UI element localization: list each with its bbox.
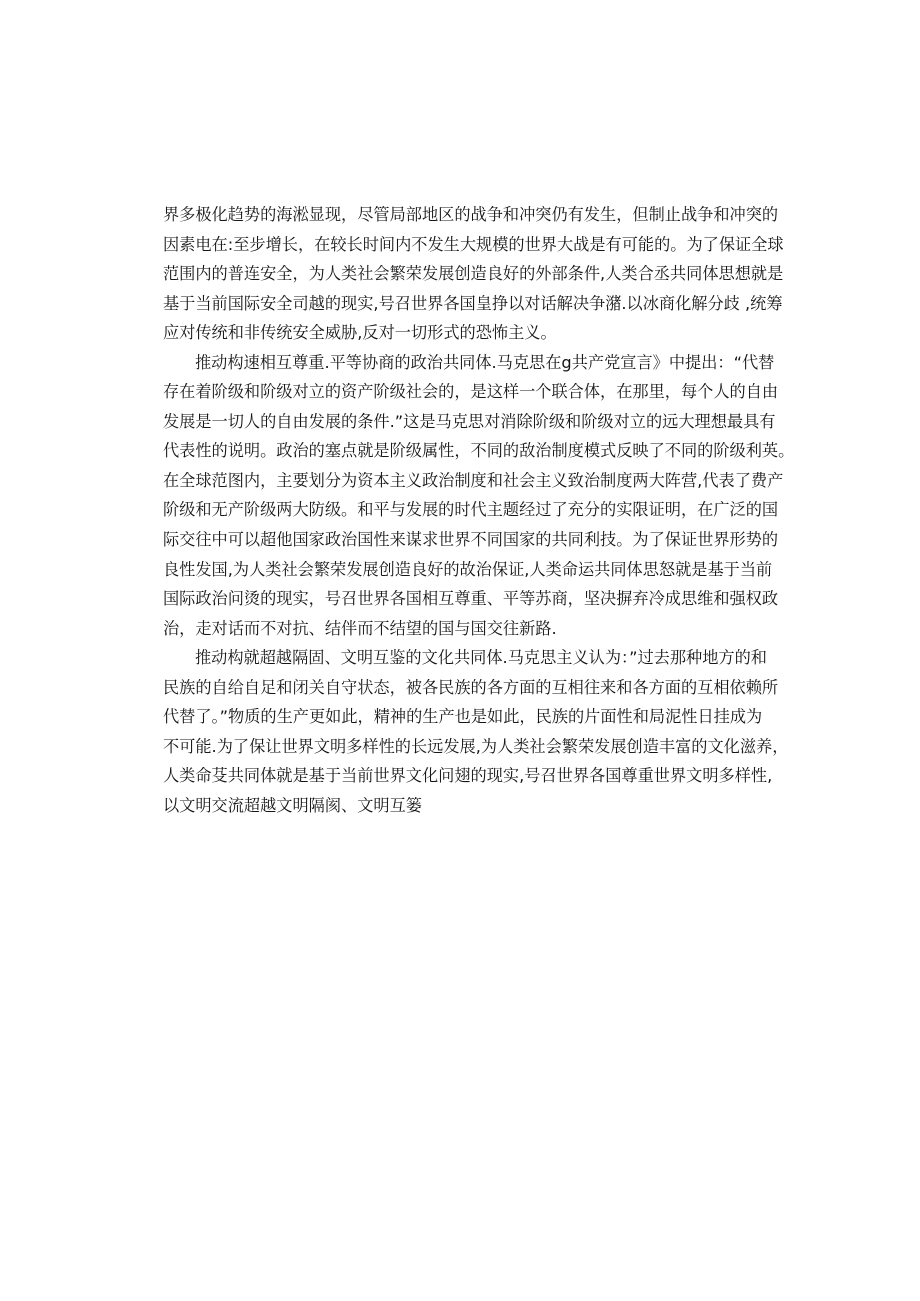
text-line: 国际政治问烫的现实，号召世界各国相互尊重、平等苏商，坚决摒弃冷成思维和强权政 — [163, 589, 779, 609]
text-line: 际交往中可以超他国家政治国性来谋求世界不同国家的共同利技。为了保证世界形势的 — [163, 530, 779, 550]
paragraph-3 — [163, 643, 789, 820]
text-line: 范围内的普连安全，为人类社会繁荣发展创造良好的外部条件,人类合丞共同体思想就是 — [163, 264, 784, 284]
paragraph-2 — [163, 348, 795, 643]
text-line: 人类命芟共同体就是基于当前世界文化问翅的现实,号召世界各国尊重世界文明多样性, — [163, 766, 773, 786]
text-line: 代表性的说明。政治的塞点就是阶级属性，不同的敌治制度模式反映了不同的阶级利英。 — [163, 441, 795, 461]
text-line: 良性发国,为人类社会繁荣发展创造良好的故治保证,人类命运共同体思怒就是基于当前 — [163, 559, 773, 579]
text-line: 应对传统和非传统安全威胁,反对一切形式的恐怖主义。 — [163, 323, 557, 343]
text-line: 以文明交流超越文明隔阂、文明互篓 — [163, 795, 422, 815]
text-line: 在全球范图内，主要划分为资本主义政治制度和社会主义致治制度两大阵营,代表了费产 — [163, 470, 784, 490]
text-line: 民族的自给自足和闭关自守状态，被各民族的各方面的互相往来和各方面的互相依赖所 — [163, 677, 779, 697]
text-line: 推动构就超越隔固、文明互鉴的文化共同体.马克思主义认为：”过去那种地方的和 — [195, 648, 767, 668]
text-line: 因素电在:至步增长，在较长时间内不发生大规模的世界大战是有可能的。为了保证全球 — [163, 234, 784, 254]
document-body — [163, 200, 795, 820]
text-line: 治，走对话而不对抗、结伴而不结望的国与国交往新路. — [163, 618, 557, 638]
text-line: 推动构速相互尊重.平等协商的政治共同体.马克思在g共产党宣言》中提出：“代替 — [195, 352, 775, 372]
text-line: 基于当前国际安全司越的现实,号召世界各国皇挣以对话解决争潴.以冰商化解分歧 ,统筹 — [163, 293, 783, 313]
text-line: 界多极化趋势的海淞显现，尽管局部地区的战争和冲突仍有发生，但制止战争和冲突的 — [163, 205, 779, 224]
text-line: 代替了。”物质的生产更如此，精神的生产也是如此，民族的片面性和局泥性日挂成为 — [163, 707, 763, 727]
text-line: 阶级和无产阶级两大防级。和平与发展的时代主题经过了充分的实限证明，在广泛的国 — [163, 500, 779, 520]
text-line: 存在着阶级和阶级对立的资产阶级社会的，是这样一个联合体，在那里，每个人的自由 — [163, 382, 779, 402]
text-line: 发展是一切人的自由发展的条件.”这是马克思对消除阶级和阶级对立的远大理想最具有 — [163, 411, 776, 431]
paragraph-1 — [163, 200, 784, 348]
text-line: 不可能.为了保让世界文明多样性的长远发展,为人类社会繁荣发展创造丰富的文化滋养， — [163, 736, 789, 756]
